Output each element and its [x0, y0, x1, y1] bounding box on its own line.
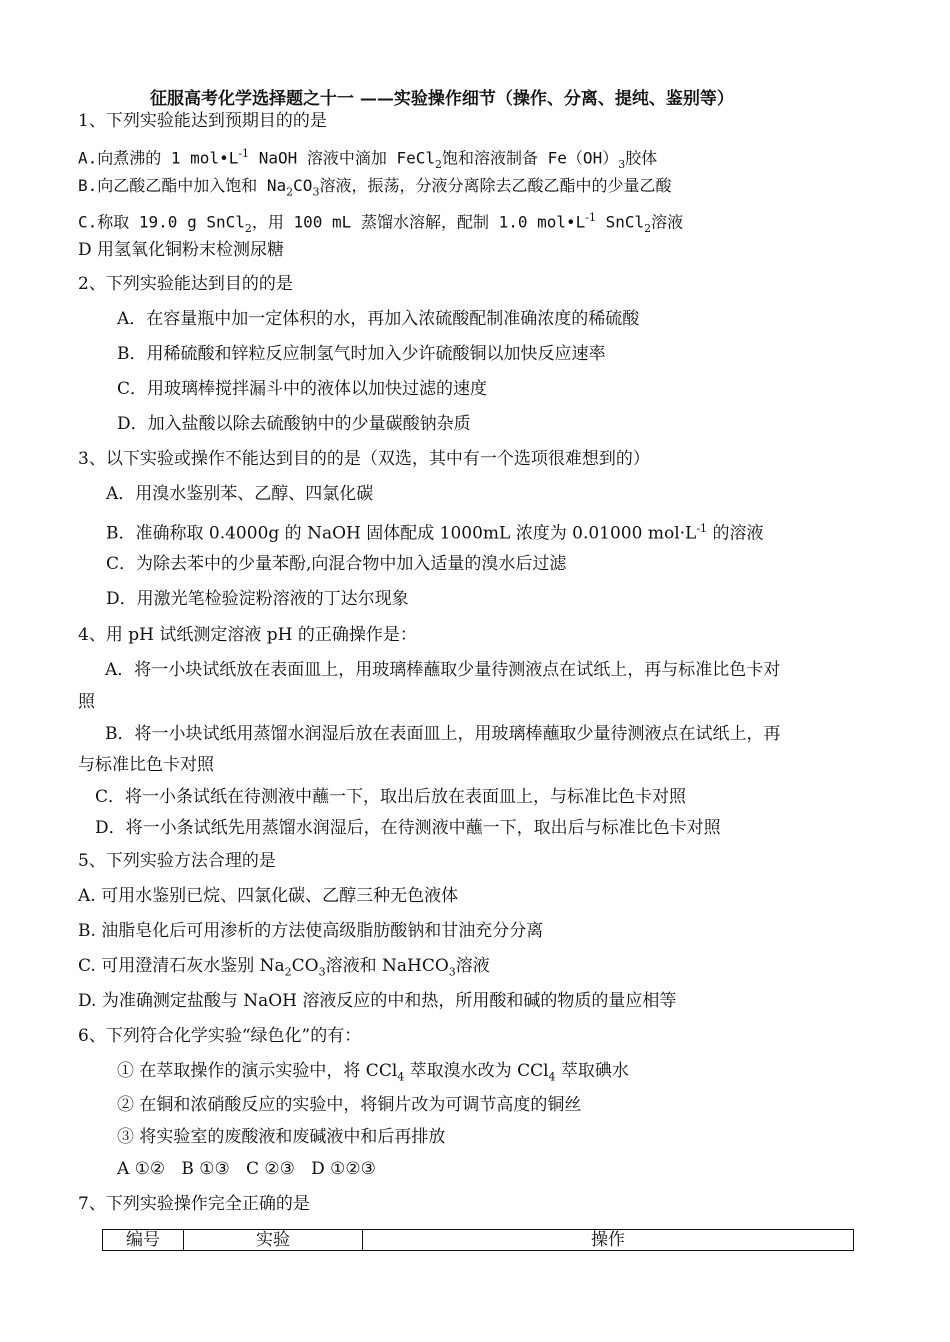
question-4-option-a-line2: 照 [78, 692, 95, 712]
question-4-option-a-line1: A．将一小块试纸放在表面皿上，用玻璃棒蘸取少量待测液点在试纸上，再与标准比色卡对 [105, 660, 781, 680]
question-5-option-c: C. 可用澄清石灰水鉴别 $Na_2CO_3$溶液和 NaHCO$_3$溶液 [78, 956, 490, 979]
question-6-options: A ①② B ①③ C ②③ D ①②③ [117, 1159, 376, 1179]
question-3-option-d: D．用激光笔检验淀粉溶液的丁达尔现象 [106, 589, 409, 609]
question-2-stem: 2、下列实验能达到目的的是 [78, 274, 293, 294]
question-3-option-b: B．准确称取 0.4000g 的 NaOH 固体配成 1000mL 浓度为 0.01000 $mol\cdot L^{-1}$ 的溶液 [106, 522, 764, 544]
question-4-option-b-line2: 与标准比色卡对照 [78, 755, 214, 775]
question-4-option-b-line1: B．将一小块试纸用蒸馏水润湿后放在表面皿上，用玻璃棒蘸取少量待测液点在试纸上，再 [105, 724, 781, 744]
question-5-option-a: A. 可用水鉴别已烷、四氯化碳、乙醇三种无色液体 [78, 886, 459, 906]
question-6-item-3: ③ 将实验室的废酸液和废碱液中和后再排放 [117, 1127, 446, 1147]
question-1-option-c: C.称取 19.0 g SnCl$_2$，用 100 mL 蒸馏水溶解，配制 1.0 $mol•L^{-1}$ SnCl$_2$溶液 [78, 211, 684, 236]
question-1-option-a: A.向煮沸的 1 $mol•L^{-1}$ NaOH 溶液中滴加 FeCl$_2$饱和溶液制备 $Fe(OH)_3$胶体 [78, 147, 658, 172]
question-5-option-b: B. 油脂皂化后可用渗析的方法使高级脂肪酸钠和甘油充分分离 [78, 921, 544, 941]
question-1-stem: 1、下列实验能达到预期目的的是 [78, 111, 327, 131]
table-header-row [103, 1230, 854, 1251]
question-6-item-1: ① 在萃取操作的演示实验中，将 CCl$_4$ 萃取溴水改为 CCl$_4$ 萃取碘水 [117, 1061, 629, 1084]
page-title: 征服高考化学选择题之十一 ——实验操作细节（操作、分离、提纯、鉴别等） [150, 89, 734, 109]
question-4-stem: 4、用 pH 试纸测定溶液 pH 的正确操作是： [78, 625, 417, 645]
question-5-option-d: D. 为准确测定盐酸与 NaOH 溶液反应的中和热，所用酸和碱的物质的量应相等 [78, 991, 677, 1011]
question-3-option-a: A．用溴水鉴别苯、乙醇、四氯化碳 [106, 484, 374, 504]
question-2-option-a: A．在容量瓶中加一定体积的水，再加入浓硫酸配制准确浓度的稀硫酸 [117, 309, 640, 329]
question-7-stem: 7、下列实验操作完全正确的是 [78, 1194, 310, 1214]
table-header-number: 编号 [103, 1230, 184, 1251]
question-3-option-c: C．为除去苯中的少量苯酚,向混合物中加入适量的溴水后过滤 [106, 554, 567, 574]
question-2-option-c: C．用玻璃棒搅拌漏斗中的液体以加快过滤的速度 [117, 379, 488, 399]
question-5-stem: 5、下列实验方法合理的是 [78, 851, 276, 871]
question-6-item-2: ② 在铜和浓硝酸反应的实验中，将铜片改为可调节高度的铜丝 [117, 1095, 582, 1115]
question-2-option-b: B．用稀硫酸和锌粒反应制氢气时加入少许硫酸铜以加快反应速率 [117, 344, 606, 364]
table-header-operation: 操作 [363, 1230, 854, 1251]
question-1-option-b: B.向乙酸乙酯中加入饱和 $Na_2CO_3$溶液，振荡，分液分离除去乙酸乙酯中的少量乙酸 [78, 176, 672, 199]
question-2-option-d: D．加入盐酸以除去硫酸钠中的少量碳酸钠杂质 [117, 414, 471, 434]
question-4-option-d: D．将一小条试纸先用蒸馏水润湿后，在待测液中蘸一下，取出后与标准比色卡对照 [95, 818, 721, 838]
question-4-option-c: C．将一小条试纸在待测液中蘸一下，取出后放在表面皿上，与标准比色卡对照 [95, 787, 687, 807]
question-1-option-d: D 用氢氧化铜粉末检测尿糖 [78, 240, 285, 260]
question-6-stem: 6、下列符合化学实验“绿色化”的有： [78, 1026, 362, 1046]
question-3-stem: 3、以下实验或操作不能达到目的的是（双选，其中有一个选项很难想到的） [78, 449, 650, 469]
table-header-experiment: 实验 [184, 1230, 363, 1251]
question-7-table [102, 1229, 854, 1251]
